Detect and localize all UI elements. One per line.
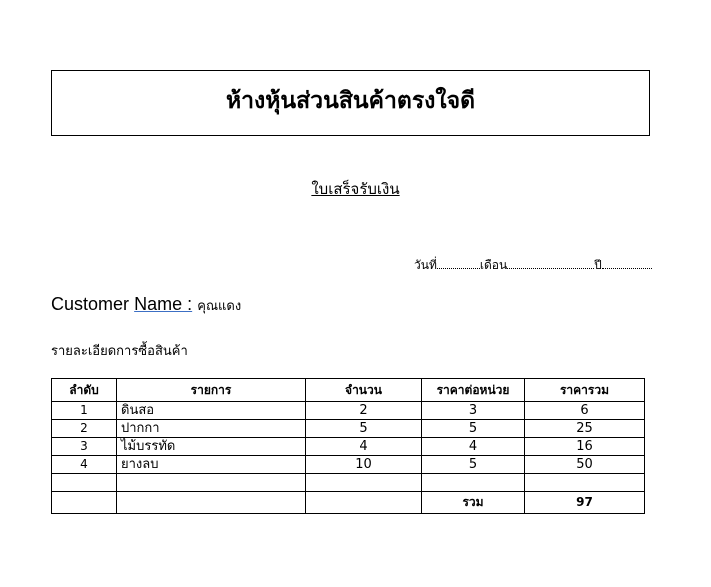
row-no: 4 (52, 456, 117, 474)
customer-name-value: คุณแดง (197, 299, 242, 314)
row-unit-price: 4 (422, 438, 525, 456)
shop-name: ห้างหุ้นส่วนสินค้าตรงใจดี (225, 88, 476, 114)
row-unit-price: 5 (422, 420, 525, 438)
document-title: ใบเสร็จรับเงิน (311, 180, 400, 198)
grand-total: 97 (525, 492, 645, 514)
table-row (52, 456, 645, 474)
table-row (52, 420, 645, 438)
header-no: ลำดับ (52, 379, 117, 402)
customer-name-label: Name : (134, 294, 193, 314)
empty-cell (422, 474, 525, 492)
row-no: 3 (52, 438, 117, 456)
row-item: ไม้บรรทัด (117, 438, 306, 456)
table-row (52, 402, 645, 420)
row-total: 50 (525, 456, 645, 474)
row-no: 2 (52, 420, 117, 438)
row-unit-price: 3 (422, 402, 525, 420)
document-title-wrap (0, 177, 711, 201)
empty-cell (306, 474, 422, 492)
table-row-empty (52, 474, 645, 492)
customer-label: Customer (51, 294, 130, 314)
header-total: ราคารวม (525, 379, 645, 402)
month-label: เดือน (479, 258, 508, 272)
year-blank (602, 258, 652, 269)
row-qty: 4 (306, 438, 422, 456)
purchase-details-heading: รายละเอียดการซื้อสินค้า (51, 344, 188, 359)
row-qty: 2 (306, 402, 422, 420)
empty-cell (52, 492, 117, 514)
empty-cell (525, 474, 645, 492)
items-table (51, 378, 645, 514)
date-line (414, 256, 652, 275)
header-item: รายการ (117, 379, 306, 402)
row-total: 25 (525, 420, 645, 438)
shop-name-box (51, 70, 650, 136)
day-label: วันที่ (414, 258, 437, 272)
row-item: ยางลบ (117, 456, 306, 474)
empty-cell (117, 474, 306, 492)
empty-cell (117, 492, 306, 514)
row-no: 1 (52, 402, 117, 420)
row-total: 6 (525, 402, 645, 420)
table-row (52, 438, 645, 456)
month-blank (507, 258, 594, 269)
customer-line (51, 294, 241, 316)
header-qty: จำนวน (306, 379, 422, 402)
year-label: ปี (594, 258, 602, 272)
empty-cell (52, 474, 117, 492)
row-item: ปากกา (117, 420, 306, 438)
total-row (52, 492, 645, 514)
header-unit-price: ราคาต่อหน่วย (422, 379, 525, 402)
total-label: รวม (422, 492, 525, 514)
row-qty: 10 (306, 456, 422, 474)
table-header-row (52, 379, 645, 402)
row-qty: 5 (306, 420, 422, 438)
empty-cell (306, 492, 422, 514)
day-blank (437, 258, 480, 269)
row-item: ดินสอ (117, 402, 306, 420)
row-total: 16 (525, 438, 645, 456)
row-unit-price: 5 (422, 456, 525, 474)
